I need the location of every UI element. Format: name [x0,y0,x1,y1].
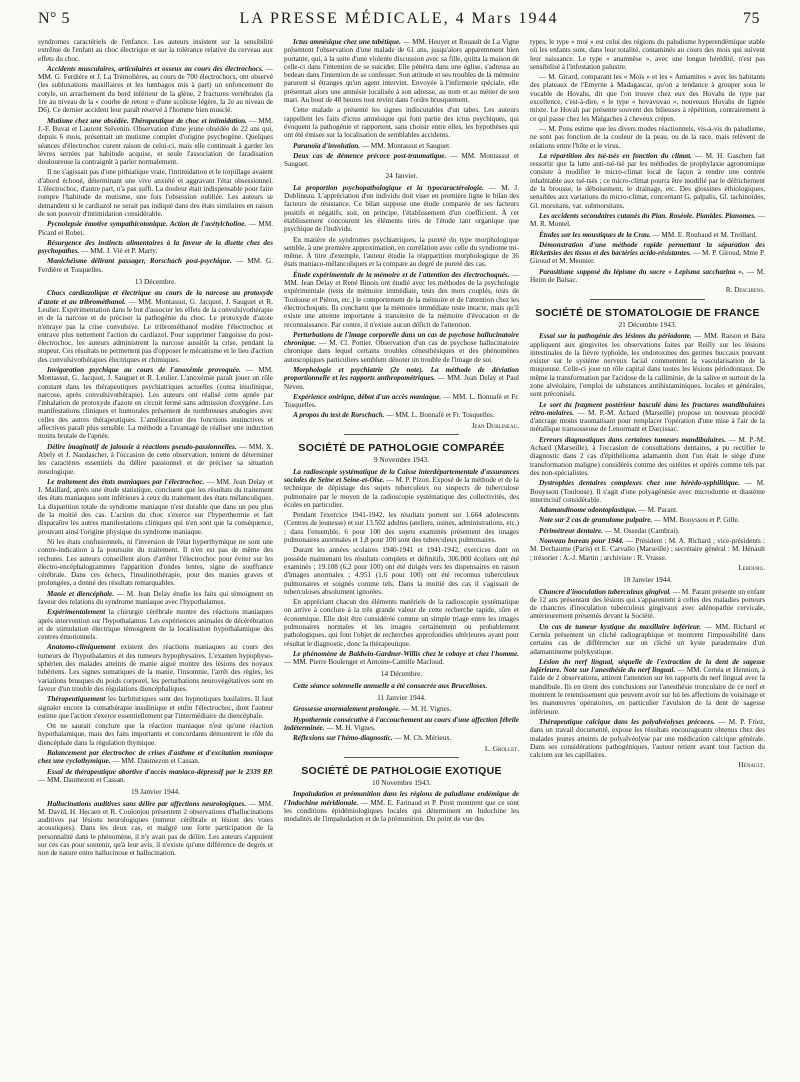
entry-title: Chocs cardiazolique et électrique au cours de la narcose au protoxyde d'azote et au tribrométhanol. [38,289,273,306]
paragraph-text: — M. R. Montel. [530,211,766,229]
paragraph [284,184,519,234]
paragraph [38,289,273,364]
paragraph-text: En matière de syndromes psychiatriques, la pureté du type morphologique semble, à une première approximation, en corrélation avec celle du syndrome mi-même. À titre d'exemple, l'auteur étudie la réapparition morphologique de 36 états maniaco-mélancoliques et la compare au degré de pureté des cas. [284,235,519,269]
paragraph-text: — M. Cl. Pottier. Observation d'un cas de psychose hallucinatoire chronique dans lequel certains troubles cénesthésiques et des phénomènes autoscopiques particuliers semblent dénoter un trouble de l'image de soi. [284,339,520,364]
paragraph [38,478,273,536]
entry-title: Expérimentalement [47,608,106,617]
paragraph-text: — M. H. Vignes. [326,723,376,732]
paragraph-text: la chirurgie cérébrale montre des réactions maniaques après intervention sur l'hypothalamus. Les expériences animales de décérébration et de stimulation électrique témoignent de la localisation hypothalamique des centres émotionnels. [38,608,274,642]
paragraph-text: — M. Girard, comparant les « Moïs » et les « Annamites » avec les habitants des plateaux de l'Emyrne à Madagascar, qu'on a tendance à grouper sous le vocable de Hovahs, dit que l'on trouve chez eux des Hovahs de type par excellence, c'est-à-dire, « le type « hovavovao », nouveaux Hovahs de lignée mixte. Le Hovah par présente souvent des bilieuses à répétition, contrairement à ce qui passe chez les Malgaches à cheveux crépus. [530,73,765,123]
paragraph [530,73,765,123]
session-date: 10 Novembre 1943. [372,778,431,788]
paragraph-text: — MM. Jean Delay et René Binois ont étudié avec les méthodes de la psychologie expérimentale (tests de mémoire immédiate, tests des mots couplés, tests de Toulouse et Piéron, etc.) le comportement de la mémoire et de l'attention chez les électrochoqués. Ils concluent que la mémoire immédiate reste intacte, mais qu'il existe une atteinte importante à transitoire de la mémoire d'évocation et de reconnaissance. Par contre, il n'existe aucun déficit de l'attention. [284,270,519,329]
paragraph-text: les barbituriques sont des hypnotiques basilaires. Il faut signaler encore la comathérapie insulinique et enfin l'électrochoc, dont l'auteur estime que l'action s'exerce essentiellement par l'intermédiaire du diencéphale. [38,695,273,720]
journal-title: LA PRESSE MÉDICALE, 4 Mars 1944 [239,10,559,27]
paragraph-text: — M. Ossedat (Cambrai). [604,526,680,535]
paragraph-text: existent des réactions maniaques au cours des tumeurs de l'hypothalamus et des tumeurs hypophysaires. L'examen hypophyso-sphérien des malades atteints de manie aiguë montre des lésions des noyaux tubériens. Les signes somatiques de la manie, l'insomnie, l'arrêt des règles, les variations brusques du poids corporel, les perturbations neurovégétatives sont en faveur d'un trouble des régulations diencéphaliques. [38,643,273,693]
paragraph-text: — MM. L. Bonnafé et Fr. Tosquelles. [386,411,495,420]
entry-title: Ictus amnésique chez une tabétique. [293,38,401,46]
paragraph [530,658,765,716]
entry-title: Impaludation et prémunition dans les régions de paludisme endémique de l'Indochine méridionale. [284,790,519,807]
session-date: 13 Décembre. [134,277,177,287]
paragraph-text: — MM. Daumezon et Cassan. [112,757,200,766]
entry-title: Manie et diencéphale. [47,589,115,598]
entry-title: Hallucinations auditives sans délire par affections neurologiques. [47,799,247,808]
paragraph-text: — MM. Picard et Robet. [38,220,274,237]
paragraph-text: — MM. L. Bonnafé et Fr. Tosquelles. [284,392,520,410]
entry-title: Parasitisme supposé du lépisme du sucre « Lepisma saccharina ». [539,267,744,276]
paragraph [530,516,765,524]
entry-title: Thérapeutiquement [47,695,106,704]
entry-title: Hypothermie consécutive à l'accouchement au cours d'une affection fébrile indéterminée. [284,715,519,732]
entry-title: Le phénomène de Baldwin-Gardner-Willis chez le cobaye et chez l'homme. [293,649,519,658]
entry-title: Accidents musculaires, articulaires et osseux au cours des électrochocs. [47,64,264,73]
column-right [530,38,765,774]
paragraph-text: — MM. G. Ferdière et J. La Trémolières, au cours de 700 électrochocs, ont observé (les subluxations maxillaires et les lumbagos mis à part) un enfoncement du cotyle, un arrachement du bord inférieur de la glène, 2 fractures vertébrales (la 1re au niveau de la « courbe de retour » d'une scoliose légère, la 2e au niveau de D6). Ce dernier accident leur paraît réservé à l'homme bien musclé. [38,64,274,115]
paragraph-text: Pendant l'exercice 1941-1942, les résultats portent sur 1.664 adolescents (Centres de jeunesse) et sur 13.502 adultes (ateliers, usines, administrations, etc.) ; dans l'ensemble, 6 pour 100 des sujets examinés présentent des images pulmonaires anormales et 1,8 pour 100 sont des tuberculeux pulmonaires. [284,511,519,545]
paragraph-text: — M. P. Pizon. Exposé de la méthode et de la technique de dépistage des sujets tuberculeux ou suspects de tuberculose pulmonaire par le moyen de la radioscopie systématique des collectivités, des écoles en particulier. [284,475,519,509]
paragraph-text: En appréciant chacun des éléments matériels de la radioscopie systématique on arrive à conclure à la très grande valeur de cette recherche rapide, sûre et économique. Elle doit être considérée comme un simple triage entre les images pulmonaires normales et les images certainement ou probablement pathologiques, qui font l'objet de recherches approfondies ultérieures ayant pour résultat le diagnostic, donc la thérapeutique. [284,598,519,648]
page-number: 75 [743,10,760,27]
session-date: 24 Janvier. [385,171,418,181]
paragraph-text: — MM. Pierre Boulenger et Antoine-Camille Macloud. [284,658,445,667]
paragraph-text: — M. H. Vignes. [402,705,452,714]
author-signature: R. Deschiens. [725,286,765,295]
entry-title: Le sort du fragment postérieur basculé dans les fractures mandibulaires rétro-molaires. [530,400,765,417]
entry-title: La répartition des tsé-tsés en fonction du climat. [539,151,692,160]
paragraph-text: — M. J. Dublineau. L'appréciation d'un individu doit viser en première ligne le bilan des facteurs de résistance. Ce bilan suppose une étude comparée de ses facteurs positifs et négatifs, soit, en principe, l'établissement d'un coefficient. À cet établissement concourent les éléments tirés de l'étude tant organique que psychique de l'individu. [284,183,519,234]
author-signature: L. Grollet. [484,744,519,753]
paragraph-text: — MM. J.-F. Buvat et Laurent Stévenin. Observation d'une jeune obsédée de 22 ans qui, depuis 6 mois, présentait un mutisme complet d'origine psychogène. Quelques séances d'électrochoc curent raison de celui-ci, mais elle continuait à garder les lèvres serrées par habitude acquise, et seule l'association de faradisation douloureuse la contraignit à parler normalement. [38,116,273,167]
author-signature: Jean Dublineau. [471,421,519,430]
section-divider [344,757,459,758]
entry-title: Démonstration d'une méthode rapide permettant la séparation des Rickettsies des tissus et des bactéries acido-résistantes. [530,240,765,258]
entry-title: Délire imaginatif de jalousie à réactions pseudo-passionnelles. [47,442,237,451]
paragraph [38,65,273,115]
paragraph-text: — M. P.-M. Achard (Marseille) propose un nouveau procédé d'ancrage moins traumatisant pour remplacer l'opération d'une mise à l'air de la métallique transosseuse de Lenormant et Darcissac. [530,408,765,434]
paragraph [284,393,519,410]
paragraph [530,231,765,239]
entry-title: Manichéisme délirant passager, Rorschach post-psychique. [47,257,232,266]
entry-title: Mutisme chez une obsédée. Thérapeutique de choc et intimidation. [47,116,247,125]
paragraph-text: — Président : M. A. Richard ; vice-présidents : M. Dechaume (Paris) et E. Carvallo (Marseille) ; secrétaire général : M. Hénault ; trésorier : A.-J. Martin ; archiviste : R. Vrasse. [530,537,766,562]
paragraph-text: — M. Ch. Mérieux. [394,734,452,743]
entry-title: Un cas de tumeur kystique du maxillaire inférieur. [539,622,702,631]
paragraph-text: — MM. G. Ferdière et Tosquelles. [38,257,274,274]
column-middle [284,38,519,826]
paragraph-text: — MM. Jean Delay et J. Maillard, après une étude statistique, concluent que les résultats du traitement des états maniaques sont inférieurs à ceux du traitement des états mélancoliques. La disparition totale du syndrome maniaque n'est durable que dans un peu plus de la moitié des cas. L'action du choc s'exerce sur l'hyperthermie et fait disparaître les autres manifestations cliniques qui n'en sont que la conséquence, prouvant ainsi l'origine physique du syndrome maniaque. [38,477,274,536]
entry-title: Nouveau bureau pour 1944. [539,537,624,546]
paragraph-text: — M. Pons estime que les divers modes réactionnels, vis-à-vis du paludisme, ne sont pas fonction de la couleur de la peau, ou de la race, mais relèvent de relations entre l'hôte et le virus. [530,124,765,150]
paragraph [284,271,519,329]
entry-title: Cette séance solennelle annuelle a été consacrée aux Brucelloses. [293,681,488,690]
paragraph [284,705,519,713]
paragraph-text: — MM. M. David, H. Hecaen et R. Coulonjou présentent 2 observations d'hallucinations auditives par lésions neurologiques (tumeur cérébrale et lésion des voies acoustiques). Dans les deux cas, et malgré une forte participation de la personnalité dans le phénomène, il n'y avait pas de délire. Les auteurs s'appuient sur ces cas pour soutenir, qu'à leur avis, il n'existe qu'une différence de degrés et non de nature entre hallucinose et hallucination. [38,799,273,858]
paragraph-text: Durant les années scolaires 1940-1941 et 1941-1942, exercices dont on possède maintenant les résultats complets et définitifs, 306.000 écoliers ont été examinés ; 19.108 (6,2 pour 100) ont été dirigés vers les dispensaires en raison d'images anormales ; 4.951 (1,6 pour 100) ont été reconnus tuberculeux pulmonaires et soignés comme tels. Dans la moitié des cas il s'agissait de tuberculoses absolument ignorées. [284,546,519,596]
paragraph [38,608,273,641]
paragraph-text: — MM. Montassut et Sauguet. [361,141,451,150]
paragraph-text: — MM. Raison et Bara appliquent aux gingivites les observations faites par Reilly sur les lésions intestinales de la fièvre typhoïde, les endotoxines des germes buccaux pouvant exister sur le système nerveux facial commentent la vascularisation de la muqueuse. Celle-ci joue un rôle capital dans toutes les lésions périodontaux. De même la transformation par l'acidose de la calliminie, de la salive et surtout de la zone alvéolaire, l'emploi de substances antihistaminiques, locales et générales, sont préconisés. [530,332,765,399]
paragraph [284,682,519,690]
paragraph-text: — MM. Daumezon et Cassan. [38,775,126,784]
section-heading: SOCIÉTÉ DE STOMATOLOGIE DE FRANCE [535,306,760,319]
paragraph [38,257,273,274]
paragraph-text: — M. P.-M. Achard (Marseille), à l'occasion de consultations dentaires, a pu rectifier le diagnostic dans 2 cas d'épithélioma adamantin dont l'un était le siège d'une transformation maligne) considérés comme des ostéites et opérés comme tels par des non-spécialistes. [530,435,765,477]
paragraph-text: — MM. Richard et Cernéa présentent un cliché radiographique et montrent l'impossibilité dans certains cas de différencier sur un cliché un kyste paradentaire d'un adamantinome polykystique. [530,622,765,656]
paragraph-text: — M. Heim de Balsac. [530,267,765,285]
entry-title: Adamandinome odontoplastique. [539,506,637,515]
paragraph [530,268,765,285]
entry-title: Lésion du nerf lingual, séquelle de l'extraction de la dent de sagesse inférieure. Note sur l'anesthésie du nerf lingual. [530,657,765,675]
paragraph [530,332,765,398]
entry-title: Grossesse anormalement prolongée. [293,705,401,714]
entry-title: Anatomo-cliniquement [47,643,116,652]
paragraph [284,411,519,419]
entry-title: Balancement par électrochoc de crises d'asthme et d'excitation maniaque chez une cyclothymique. [38,749,273,766]
paragraph [530,718,765,759]
entry-title: Invigoration psychique au cours de l'anoxémie provoquée. [47,365,241,374]
paragraph [284,152,519,169]
section-heading: SOCIÉTÉ DE PATHOLOGIE COMPARÉE [298,442,505,455]
paragraph [284,650,519,667]
paragraph-text: — M. Jean Delay étudie les faits qui témoignent en faveur des relations du syndrome maniaque avec l'hypothalamus. [38,589,273,606]
paragraph [530,537,765,562]
paragraph [38,168,273,218]
entry-title: Études sur les moustiques de la Crau. [539,230,651,239]
paragraph [530,212,765,229]
paragraph [530,125,765,150]
entry-title: Thérapeutique calcique dans les polyalvéolyses précoces. [539,717,715,726]
paragraph-text: — MM. Bouyssou et P. Gille. [654,516,740,525]
paragraph-text: — M. P. Giroud, Mme P. Giroud et M. Meunier. [530,249,765,266]
entry-title: Chancre d'inoculation tuberculeux gingival. [539,587,671,596]
entry-title: Expérience onirique, début d'un accès maniaque. [293,392,442,401]
paragraph-text: — M. Parant. [638,506,678,515]
paragraph-text: — MM. X. Abely et J. Naudascher, à l'occasion de cette observation, tentent de déterminer les caractères essentiels du délire passionnel et de préciser sa situation nosologique. [38,442,273,476]
paragraph [284,331,519,364]
entry-title: Dystrophies dentaires complexes chez une hérédo-syphilitique. [539,479,740,488]
paragraph [530,436,765,477]
column-left [38,38,273,860]
paragraph-text: — MM. J. Vié et P. Marty. [81,247,158,256]
paragraph-text: — MM. E. Roubaud et M. Treillard. [652,230,758,239]
paragraph-text: — M. P. Friez, dans un travail documenté, expose les résultats encourageants obtenus chez des malades jeunes atteints de polyalvéolyse par une médication calcique générale. Dans ses considérations pathogéniques, l'auteur retient avant tout l'action du calcium sur les capillaires. [530,717,766,760]
paragraph-text: — MM. Cernéa et Hennion, à l'aide de 2 observations, attirent l'attention sur les rapports du nerf lingual avec la mandibule. Ils en tirent des conclusions sur l'anesthésie tronculaire de ce nerf et montrent le retentissement que peuvent avoir sur lui les affections de voisinage et les manœuvres opératoires, en particulier l'avulsion de la dent de sagesse inférieure. [530,666,766,716]
entry-title: Résurgence des instincts alimentaires à la faveur de la disette chez des psychopathes. [38,238,273,256]
paragraph [38,643,273,693]
section-divider [344,434,459,435]
entry-title: Périmétreur dentaire. [539,526,603,535]
paragraph [284,38,519,104]
paragraph [38,590,273,607]
author-signature: Hénault. [738,761,765,770]
paragraph [38,722,273,747]
paragraph-text: syndromes caractériels de l'enfance. Les auteurs insistent sur la sensibilité extrême de l'enfant au choc électrique et sur la tolérance relative du cerveau aux effets du choc. [38,38,273,63]
paragraph [38,38,273,63]
paragraph-text: On ne saurait conclure que la réaction maniaque n'est qu'une réaction hypothalamique, mais des faits importants et concordants démontrent le rôle du diencéphale dans la régulation thymique. [38,722,273,747]
entry-title: Réflexions sur l'hémo-diagnostic. [293,734,393,743]
paragraph-text: Il ne s'agissait pas d'une pithiatique vraie, l'intimidation et le torpillage avaient d'abord échoué, déterminant une vive anxiété et aggravant l'état obsessionnel. L'électrochoc, d'autre part, n'a pas suffi. La douleur était indispensable pour faire rompre l'habitude de mutisme, une fois l'obsession oubliée. Les auteurs se demandent si le cardiazol ne serait pas indiqué dans des états similaires en raison de son pouvoir d'intimidation considérable. [38,168,273,218]
paragraph [284,598,519,648]
paragraph [284,716,519,733]
entry-title: Deux cas de démence précoce post-traumatique. [293,151,447,160]
paragraph [530,479,765,504]
paragraph [38,768,273,785]
section-heading: SOCIÉTÉ DE PATHOLOGIE EXOTIQUE [301,764,502,777]
paragraph [38,749,273,766]
paragraph-text: — MM. Jean Delay et Paul Neveu. [284,374,519,391]
entry-title: Morphologie et psychiatrie (2e note). La méthode de déviation proportionnelle et les rapports anthropométriques. [284,365,519,383]
entry-title: Note sur 2 cas de granulome pulpaire. [539,516,653,525]
paragraph [38,538,273,588]
session-date: 11 Janvier 1944. [377,693,426,703]
paragraph [284,366,519,391]
session-date: 21 Décembre 1943. [618,319,677,329]
paragraph [38,695,273,720]
paragraph [38,366,273,441]
paragraph [530,401,765,434]
entry-title: La radioscopie systématique de la Caisse interdépartementale d'assurances sociales de Seine et Seine-et-Oise. [284,467,519,484]
paragraph [284,546,519,596]
paragraph [530,527,765,535]
entry-title: A propos du test de Rorschach. [293,411,385,420]
paragraph [38,117,273,167]
paragraph [530,152,765,210]
session-date: 9 Novembre 1943. [373,455,430,465]
paragraph [530,241,765,266]
paragraph [284,106,519,139]
paragraph-text: Ni les états confusionnels, ni l'inversion de l'état hyperthymique ne sont une contre-indication à la poursuite du traitement. Il n'en est pas de même des rechutes. Les auteurs conseillent alors d'arrêter l'électrochoc pour éviter sur les électro-encéphalogrammes l'apparition d'ondes lentes, signe de souffrance cérébrale. Dans ces échecs, l'insulinothérapie, pour des manies graves et prolongées, a donné des résultats remarquables. [38,537,273,588]
entry-title: Le traitement des états maniaques par l'électrochoc. [47,477,205,486]
page-header [38,8,760,30]
paragraph-text: — MM. E. Farinaud et P. Prost montrent que ce sont les conditions épidémiologiques locales qui déterminent en Indochine les modalités de l'impaludation et de la prémunition. Du point de vue des [284,798,520,824]
paragraph-text: — MM. Montassut, G. Jacquot, J. Sauguet et R. Leulier. Expérimentation dans le but d'associer les effets de la convulsivothérapie et de la narcose et de préciser la pathogénie du choc. Le protoxyde d'azote n'enraye pas la crise convulsive. Le tribrométhanol modère l'électrochoc et entrave plus nettement l'action du cardiazol. Pour supprimer l'angoisse du post-électrochoc, les auteurs administrent la narcose aussitôt la crise, pendant la stupeur. Ces résultats ne permettent pas d'opposer le mécanisme et le lieu d'action des convulsivothérapies électriques et chimiques. [38,297,274,364]
paragraph-text: — MM. Heuyer et Rouault de La Vigne présentent l'observation d'une malade de 61 ans, jusqu'alors apparemment bien portante, qui, à la suite d'une violente discussion avec sa fille, quitta la maison de celle-ci dans l'intention de se suicider. Elle pénétra dans une église, s'adressa au bedeau dans l'intention de se confesser. Son attitude et ses troubles de la mémoire parurent si étranges qu'un agent intervint. Envoyée à l'infirmerie spéciale, elle présentait alors une amnésie localisée à son adresse, au nom et au métier de son mari. Au bout de 48 heures tout revint dans l'ordre brusquement. [284,38,520,105]
paragraph [284,236,519,269]
entry-title: Pycnolepsie émotive sympathicotonique. Action de l'acétylcholine. [47,220,247,229]
entry-title: Perturbations de l'image corporelle dans un cas de psychose hallucinatoire chronique. [284,330,519,348]
entry-title: Essai de thérapeutique abortive d'accès maniaco-dépressif par le 2339 RP. [47,767,273,776]
paragraph [284,734,519,742]
session-date: 14 Décembre. [380,669,423,679]
author-signature: Lebourg. [738,563,765,572]
entry-title: Essai sur la pathogénie des lésions du périodonte. [539,332,692,341]
session-date: 18 Janvier 1944. [622,575,673,585]
paragraph [38,443,273,476]
paragraph-text: — M. Parant présente un enfant de 12 ans présentant des lésions qui s'apparentent à celles des maladies porteurs de chancres d'inoculation tuberculeux gingivaux avec adénopathie cervicale, antérieurement présentés devant la Société. [530,587,765,621]
paragraph [530,588,765,621]
entry-title: Erreurs diagnostiques dans certaines tumeurs mandibulaires. [539,435,726,444]
paragraph-text: types, le type « moi » est celui des régions du paludisme hyperendémique stable où les enfants sont, dans leur totalité, contaminés au cours des mois qui suivent leur naissance. Le type « anamnèse », avec une longue hérédité, n'est pas sensibilisé à l'infestation palustre. [530,38,765,71]
paragraph-text: Cette malade a présenté les signes indiscutables d'un tabes. Les auteurs rappellent les faits d'ictus amnésique qui font partie des ictus psychiques, qui évoquent la pathogénie et rapportent, sans choisir entre elles, les hypothèses qui ont été émises sur la localisation de semblables accidents. [284,106,519,140]
session-date: 19 Janvier 1944. [130,787,181,797]
paragraph [284,790,519,823]
entry-title: La proportion psychopathologique et la typocaractérologie. [293,183,484,192]
entry-title: Étude expérimentale de la mémoire et de l'attention des électrochoqués. [293,270,510,279]
paragraph-text: — M. H. Gaschen fait ressortir que la lutte anti-tsé-tsé par les méthodes de prophylaxie agronomique consiste à modifier le micro-climat local de façon à rendre une contrée inhabitable aux tsé-tsés ; ce micro-climat pourra être modifié par le défrichement de la brousse, le déboisement, le drainage, etc. Des glossines éthiologiques, sensibles aux variations du micro-climat, concernant G. palpalis, Gl. tachinoïdes, Gl. morsitans, var. submorsitans. [530,151,765,210]
paragraph [284,511,519,544]
paragraph-text: — M. Bouysson (Toulouse). Il s'agit d'une polyagénésie avec microdontie et diastème interincisif considérable. [530,479,765,504]
paragraph-text: — MM. Montassut et Sauguet. [284,151,520,169]
paragraph [284,142,519,150]
paragraph [530,506,765,514]
paragraph [530,623,765,656]
issue-number: N° 5 [38,10,70,27]
paragraph [38,800,273,858]
paragraph [38,239,273,256]
entry-title: Paranoïa d'involution. [293,141,361,150]
section-divider [590,299,705,300]
paragraph [284,468,519,509]
entry-title: Les accidents secondaires cutanés du Pian. Roséole. Pianides. Pianomes. [539,211,756,220]
paragraph [530,38,765,71]
paragraph-text: — MM. Montassut, G. Jacquot, J. Sauguet et R. Leulier. L'anoxémie paraît jouer un rôle constant dans les thérapeutiques psychiatriques actuelles (coma insulinique, narcose, après convulsivothérapie). Les auteurs ont réalisé cette apnée par l'inhalation de protoxyde d'azote en circuit fermé sans admission d'oxygène. Les manifestations cliniques et humorales présentent de nombreuses analogies avec celles des autres thérapeutiques. L'amélioration des fonctions instinctives et affectives paraît plus sensible. La méthode a l'avantage de réaliser une induction moins brutale de l'apnée. [38,365,273,441]
paragraph [38,220,273,237]
